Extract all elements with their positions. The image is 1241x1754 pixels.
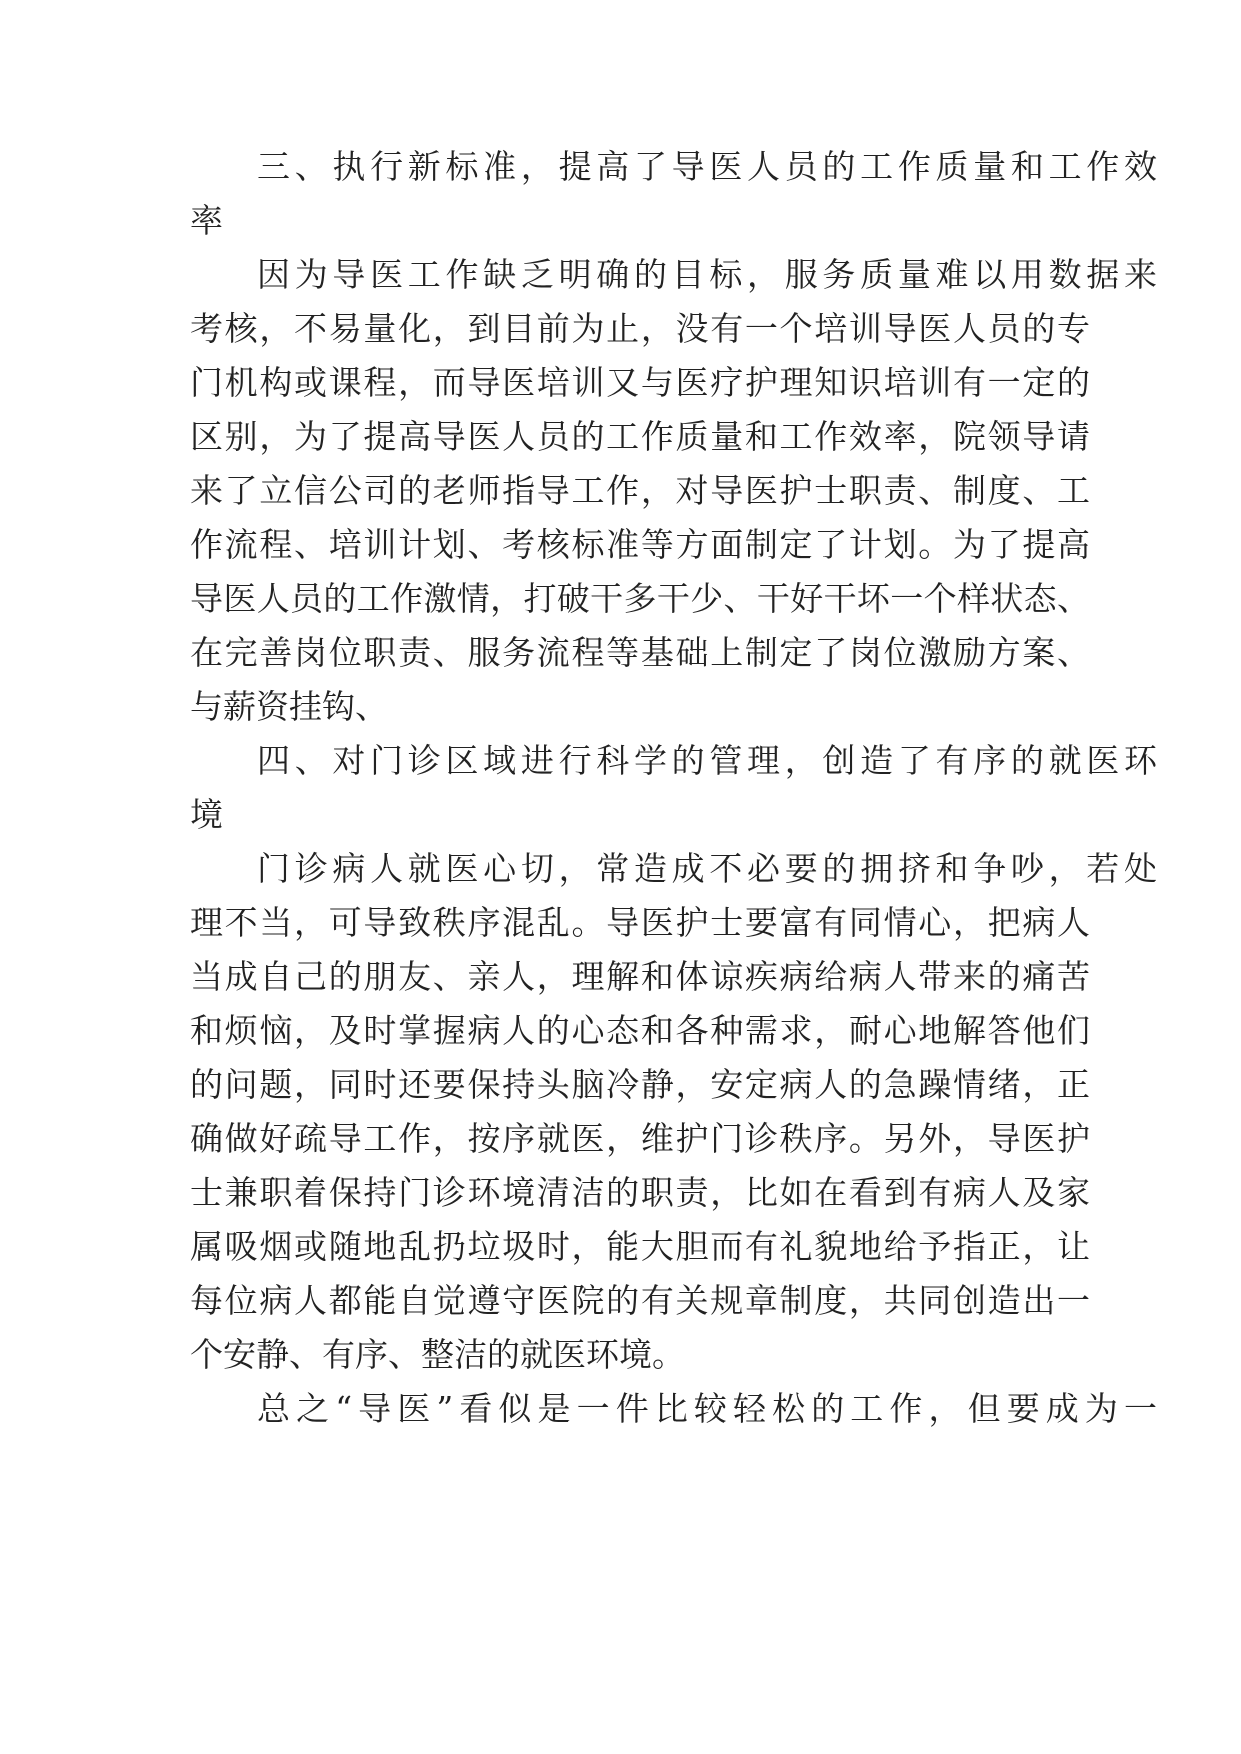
heading-section-3-line-1: 三、执行新标准，提高了导医人员的工作质量和工作效 [257,147,1157,186]
heading-section-3-line-2: 率 [190,201,223,240]
paragraph-line: 总之“导医”看似是一件比较轻松的工作，但要成为一 [257,1389,1157,1428]
paragraph-line: 门诊病人就医心切，常造成不必要的拥挤和争吵，若处 [257,849,1157,888]
paragraph-line: 每位病人都能自觉遵守医院的有关规章制度，共同创造出一 [190,1281,1090,1320]
paragraph-line: 个安静、有序、整洁的就医环境。 [190,1335,685,1374]
paragraph-line: 的问题，同时还要保持头脑冷静，安定病人的急躁情绪，正 [190,1065,1090,1104]
paragraph-line: 区别，为了提高导医人员的工作质量和工作效率，院领导请 [190,417,1090,456]
paragraph-line: 理不当，可导致秩序混乱。导医护士要富有同情心，把病人 [190,903,1090,942]
heading-section-4-line-1: 四、对门诊区域进行科学的管理，创造了有序的就医环 [257,741,1157,780]
paragraph-line: 士兼职着保持门诊环境清洁的职责，比如在看到有病人及家 [190,1173,1090,1212]
heading-section-4-line-2: 境 [190,795,223,834]
paragraph-line: 在完善岗位职责、服务流程等基础上制定了岗位激励方案、 [190,633,1090,672]
paragraph-line: 门机构或课程，而导医培训又与医疗护理知识培训有一定的 [190,363,1090,402]
paragraph-line: 当成自己的朋友、亲人，理解和体谅疾病给病人带来的痛苦 [190,957,1090,996]
paragraph-line: 作流程、培训计划、考核标准等方面制定了计划。为了提高 [190,525,1090,564]
paragraph-line: 导医人员的工作激情，打破干多干少、干好干坏一个样状态、 [190,579,1090,618]
paragraph-line: 因为导医工作缺乏明确的目标，服务质量难以用数据来 [257,255,1157,294]
paragraph-line: 和烦恼，及时掌握病人的心态和各种需求，耐心地解答他们 [190,1011,1090,1050]
paragraph-line: 确做好疏导工作，按序就医，维护门诊秩序。另外，导医护 [190,1119,1090,1158]
paragraph-line: 考核，不易量化，到目前为止，没有一个培训导医人员的专 [190,309,1090,348]
paragraph-line: 来了立信公司的老师指导工作，对导医护士职责、制度、工 [190,471,1090,510]
paragraph-line: 与薪资挂钩、 [190,687,388,726]
paragraph-line: 属吸烟或随地乱扔垃圾时，能大胆而有礼貌地给予指正，让 [190,1227,1090,1266]
